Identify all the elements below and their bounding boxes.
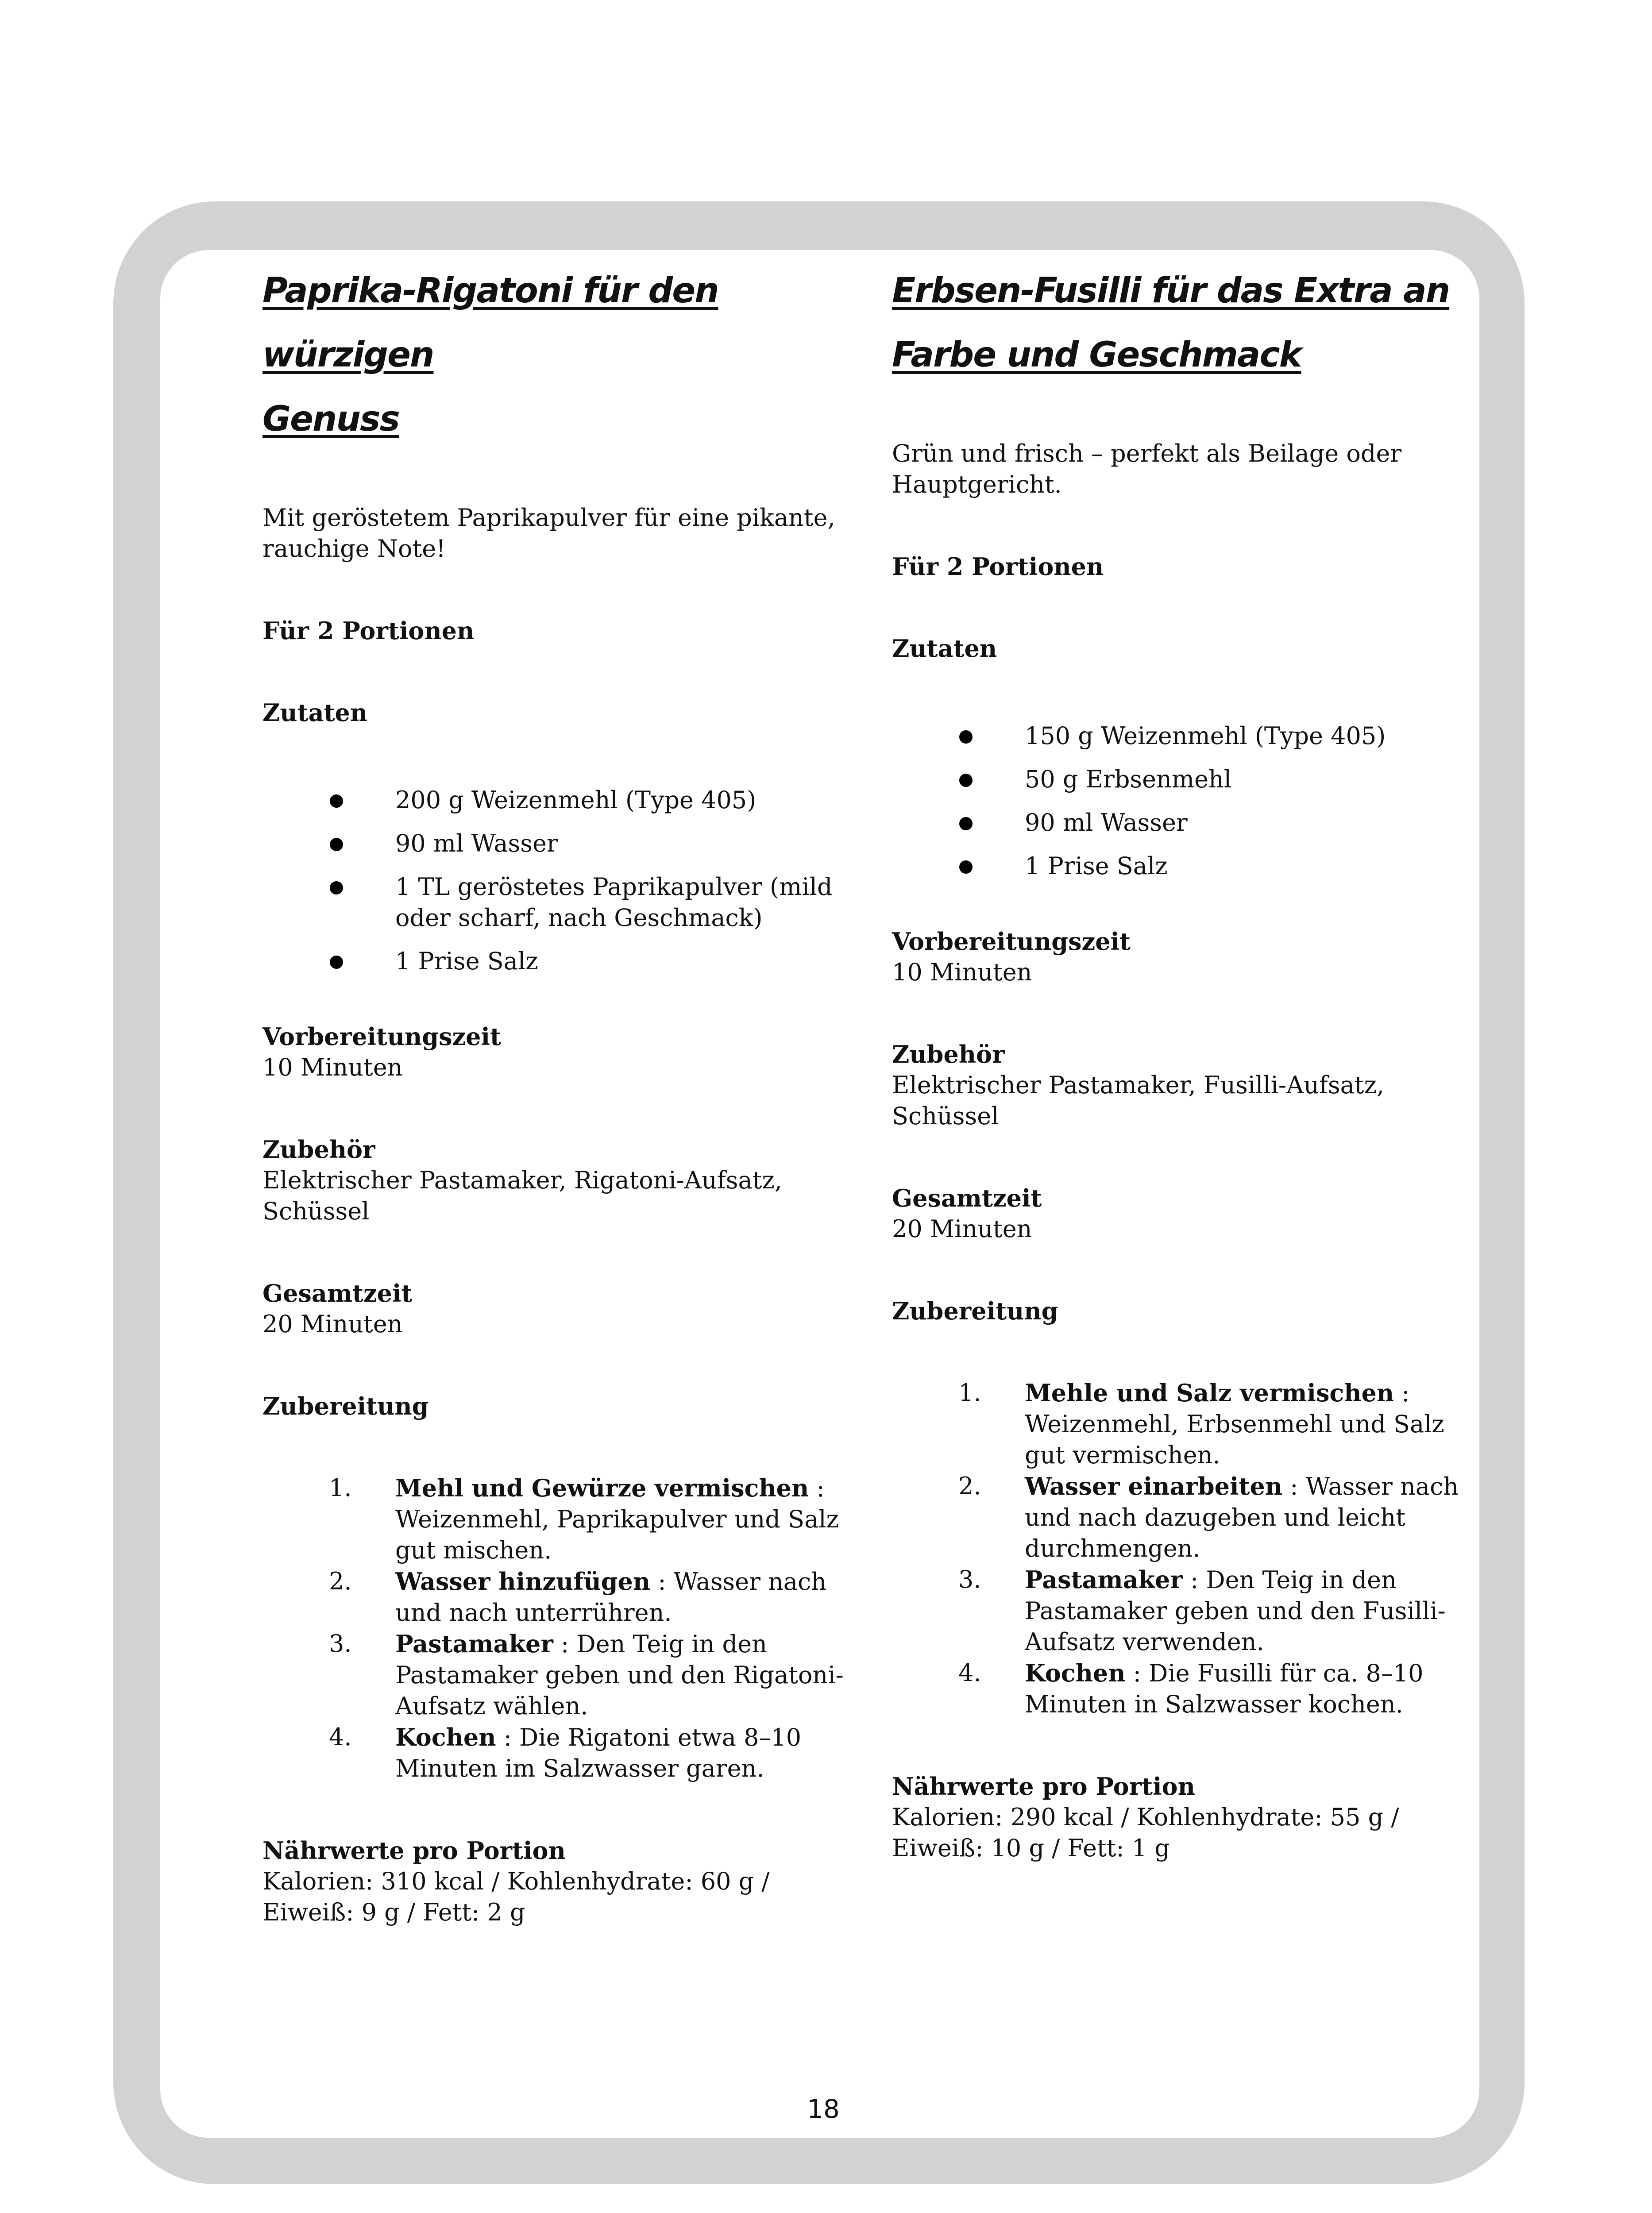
step-item: 3. Pastamaker : Den Teig in den Pastamaker geben und den Fusilli-Aufsatz verwenden. bbox=[958, 1565, 1446, 1656]
recipe-title-line-1: Paprika-Rigatoni für den würzigen bbox=[262, 271, 718, 375]
portions: Für 2 Portionen bbox=[262, 617, 475, 645]
recipe-title-line-1: Erbsen-Fusilli für das Extra an bbox=[892, 271, 1450, 311]
ingredient-item: 90 ml Wasser bbox=[262, 828, 847, 859]
steps-list bbox=[892, 1377, 1476, 1720]
bullet-icon bbox=[959, 817, 973, 830]
step-item: 4. Kochen : Die Fusilli für ca. 8–10 Minuten in Salzwasser kochen. bbox=[958, 1659, 1424, 1718]
portions: Für 2 Portionen bbox=[892, 552, 1104, 581]
prep-time-label: Vorbereitungszeit bbox=[262, 1022, 501, 1051]
prep-time-value: 10 Minuten bbox=[262, 1053, 403, 1081]
ingredient-item: 1 Prise Salz bbox=[262, 946, 847, 977]
equipment-value: Elektrischer Pastamaker, Rigatoni-Aufsatz, Schüssel bbox=[262, 1166, 782, 1225]
bullet-icon bbox=[330, 838, 343, 851]
page-number: 18 bbox=[807, 2094, 840, 2124]
nutrition-value: Kalorien: 290 kcal / Kohlenhydrate: 55 g / Eiweiß: 10 g / Fett: 1 g bbox=[892, 1803, 1399, 1862]
bullet-icon bbox=[330, 881, 343, 894]
prep-time-value: 10 Minuten bbox=[892, 958, 1032, 986]
bullet-icon bbox=[959, 730, 973, 744]
recipe-description: Mit geröstetem Paprikapulver für eine pikante, rauchige Note! bbox=[262, 504, 835, 563]
ingredient-item: 150 g Weizenmehl (Type 405) bbox=[892, 721, 1476, 752]
step-item: 2. Wasser hinzufügen : Wasser nach und nach unterrühren. bbox=[329, 1567, 827, 1627]
step-item: 4. Kochen : Die Rigatoni etwa 8–10 Minuten im Salzwasser garen. bbox=[329, 1723, 802, 1782]
equipment-value: Elektrischer Pastamaker, Fusilli-Aufsatz, Schüssel bbox=[892, 1071, 1385, 1130]
step-item: 1. Mehl und Gewürze vermischen : Weizenmehl, Paprikapulver und Salz gut mischen. bbox=[329, 1474, 839, 1564]
ingredient-item: 1 Prise Salz bbox=[892, 851, 1476, 882]
step-item: 1. Mehle und Salz vermischen : Weizenmehl, Erbsenmehl und Salz gut vermischen. bbox=[958, 1379, 1444, 1469]
ingredient-item: 50 g Erbsenmehl bbox=[892, 764, 1476, 795]
preparation-heading: Zubereitung bbox=[262, 1392, 429, 1420]
total-time-value: 20 Minuten bbox=[262, 1310, 403, 1338]
recipe-title-line-2: Farbe und Geschmack bbox=[892, 335, 1301, 375]
recipe-right bbox=[892, 250, 1476, 1864]
nutrition-value: Kalorien: 310 kcal / Kohlenhydrate: 60 g / Eiweiß: 9 g / Fett: 2 g bbox=[262, 1867, 770, 1926]
recipe-left bbox=[262, 250, 847, 1928]
equipment-label: Zubehör bbox=[892, 1040, 1005, 1068]
ingredients-list bbox=[892, 721, 1476, 882]
total-time-label: Gesamtzeit bbox=[892, 1184, 1042, 1212]
preparation-heading: Zubereitung bbox=[892, 1297, 1058, 1325]
ingredient-item: 1 TL geröstetes Paprikapulver (mild oder scharf, nach Geschmack) bbox=[262, 871, 847, 933]
recipe-title-line-2: Genuss bbox=[262, 399, 399, 439]
bullet-icon bbox=[330, 956, 343, 969]
bullet-icon bbox=[959, 774, 973, 787]
ingredient-item: 90 ml Wasser bbox=[892, 807, 1476, 838]
ingredients-list bbox=[262, 785, 847, 977]
total-time-label: Gesamtzeit bbox=[262, 1279, 413, 1307]
steps-list bbox=[262, 1473, 847, 1784]
step-item: 3. Pastamaker : Den Teig in den Pastamaker geben und den Rigatoni-Aufsatz wählen. bbox=[329, 1630, 844, 1720]
recipe-description: Grün und frisch – perfekt als Beilage oder Hauptgericht. bbox=[892, 440, 1402, 498]
ingredients-heading: Zutaten bbox=[892, 634, 997, 663]
recipe-title bbox=[262, 250, 847, 451]
bullet-icon bbox=[330, 794, 343, 808]
nutrition-label: Nährwerte pro Portion bbox=[262, 1836, 566, 1865]
nutrition-label: Nährwerte pro Portion bbox=[892, 1772, 1195, 1800]
bullet-icon bbox=[959, 860, 973, 874]
ingredient-item: 200 g Weizenmehl (Type 405) bbox=[262, 785, 847, 816]
recipe-title bbox=[892, 250, 1476, 387]
prep-time-label: Vorbereitungszeit bbox=[892, 927, 1131, 956]
ingredients-heading: Zutaten bbox=[262, 698, 368, 727]
equipment-label: Zubehör bbox=[262, 1135, 375, 1164]
total-time-value: 20 Minuten bbox=[892, 1215, 1032, 1243]
step-item: 2. Wasser einarbeiten : Wasser nach und nach dazugeben und leicht durchmengen. bbox=[958, 1472, 1459, 1562]
